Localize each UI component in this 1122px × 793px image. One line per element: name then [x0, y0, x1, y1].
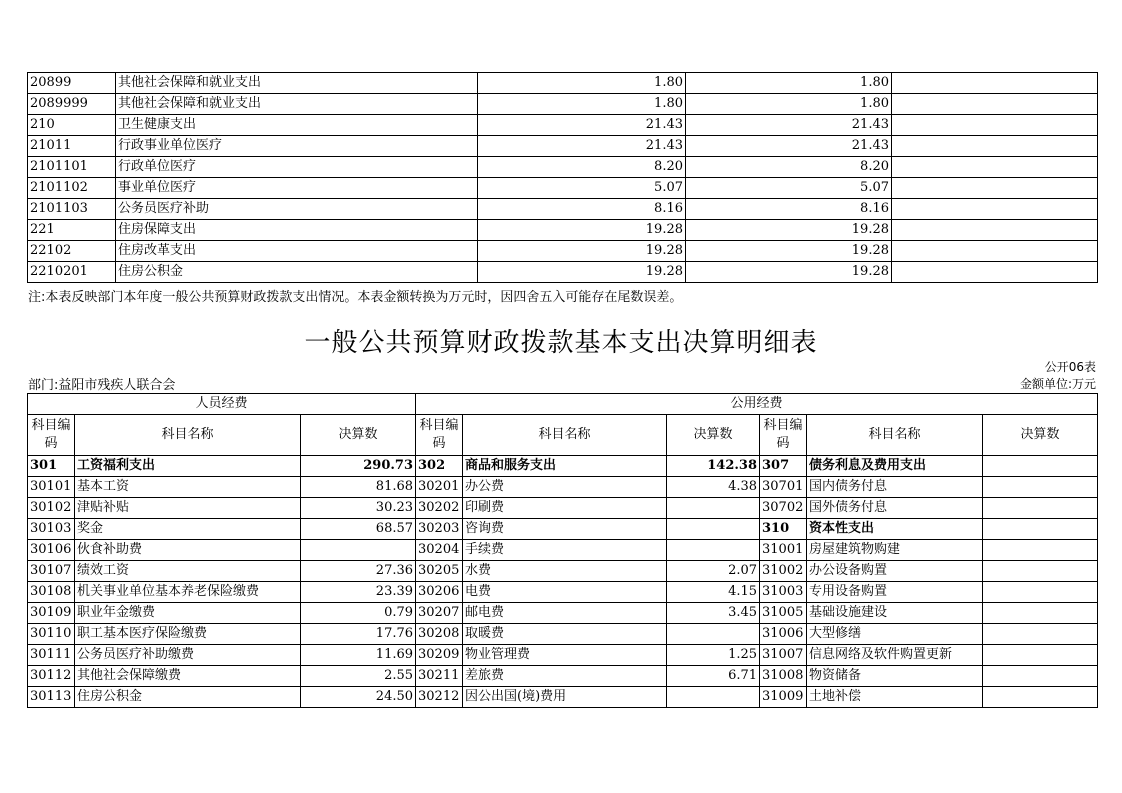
header-subject-name: 科目名称	[75, 415, 301, 456]
final-amount-cell: 1.25	[667, 645, 760, 666]
subject-name-cell: 专用设备购置	[807, 582, 983, 603]
subject-name-cell: 住房保障支出	[116, 220, 478, 241]
table-row	[28, 666, 1098, 687]
subject-code-cell: 30701	[760, 477, 807, 498]
final-amount-cell: 6.71	[667, 666, 760, 687]
subject-code-cell: 30102	[28, 498, 75, 519]
final-amount-cell	[667, 540, 760, 561]
subject-name-cell: 津贴补贴	[75, 498, 301, 519]
table-row	[28, 582, 1098, 603]
subject-code-cell: 30202	[416, 498, 463, 519]
subject-name-cell: 水费	[463, 561, 667, 582]
subject-code-cell: 2101103	[28, 199, 116, 220]
table-row	[28, 73, 1098, 94]
final-amount-cell	[667, 624, 760, 645]
subject-name-cell: 事业单位医疗	[116, 178, 478, 199]
basic-amount-cell: 19.28	[686, 241, 892, 262]
header-final-amount: 决算数	[301, 415, 416, 456]
table-row	[28, 498, 1098, 519]
final-amount-cell	[983, 666, 1098, 687]
final-amount-cell	[667, 498, 760, 519]
header-final-amount: 决算数	[983, 415, 1098, 456]
subject-code-cell: 2101102	[28, 178, 116, 199]
final-amount-cell	[983, 498, 1098, 519]
subject-code-cell: 2089999	[28, 94, 116, 115]
subject-name-cell: 印刷费	[463, 498, 667, 519]
project-amount-cell	[892, 220, 1098, 241]
personnel-expense-group-header: 人员经费	[28, 394, 416, 415]
final-amount-cell: 68.57	[301, 519, 416, 540]
final-amount-cell: 4.38	[667, 477, 760, 498]
subject-name-cell: 其他社会保障缴费	[75, 666, 301, 687]
subject-code-cell: 30106	[28, 540, 75, 561]
subject-code-cell: 30203	[416, 519, 463, 540]
table-row	[28, 178, 1098, 199]
final-amount-cell: 24.50	[301, 687, 416, 708]
subject-name-cell: 电费	[463, 582, 667, 603]
subject-name-cell: 公务员医疗补助	[116, 199, 478, 220]
subject-name-cell: 物业管理费	[463, 645, 667, 666]
subject-code-cell: 30702	[760, 498, 807, 519]
page-title: 一般公共预算财政拨款基本支出决算明细表	[304, 328, 818, 358]
basic-expenditure-detail-table	[27, 393, 1098, 708]
subject-name-cell: 房屋建筑物购建	[807, 540, 983, 561]
subject-code-cell: 30206	[416, 582, 463, 603]
table-row	[28, 157, 1098, 178]
final-amount-cell: 23.39	[301, 582, 416, 603]
subject-code-cell: 30109	[28, 603, 75, 624]
subject-name-cell: 差旅费	[463, 666, 667, 687]
total-amount-cell: 19.28	[478, 220, 686, 241]
subject-code-cell: 30108	[28, 582, 75, 603]
public-expense-group-header: 公用经费	[416, 394, 1098, 415]
subject-code-cell: 31001	[760, 540, 807, 561]
subject-name-cell: 公务员医疗补助缴费	[75, 645, 301, 666]
project-amount-cell	[892, 199, 1098, 220]
subject-name-cell: 基础设施建设	[807, 603, 983, 624]
total-amount-cell: 1.80	[478, 94, 686, 115]
header-final-amount: 决算数	[667, 415, 760, 456]
subject-name-cell: 物资储备	[807, 666, 983, 687]
total-amount-cell: 21.43	[478, 136, 686, 157]
final-amount-cell	[983, 582, 1098, 603]
header-subject-code: 科目编码	[28, 415, 75, 456]
subject-name-cell: 基本工资	[75, 477, 301, 498]
subject-code-cell: 30103	[28, 519, 75, 540]
final-amount-cell: 17.76	[301, 624, 416, 645]
basic-amount-cell: 21.43	[686, 115, 892, 136]
final-amount-cell	[983, 624, 1098, 645]
subject-name-cell: 邮电费	[463, 603, 667, 624]
table-row	[28, 519, 1098, 540]
subject-code-cell: 20899	[28, 73, 116, 94]
subject-name-cell: 工资福利支出	[75, 456, 301, 477]
subject-code-cell: 210	[28, 115, 116, 136]
subject-name-cell: 资本性支出	[807, 519, 983, 540]
final-amount-cell: 27.36	[301, 561, 416, 582]
table-row	[28, 94, 1098, 115]
subject-name-cell: 伙食补助费	[75, 540, 301, 561]
basic-amount-cell: 1.80	[686, 94, 892, 115]
table-row	[28, 687, 1098, 708]
final-amount-cell: 2.55	[301, 666, 416, 687]
subject-code-cell: 30201	[416, 477, 463, 498]
table-row	[28, 115, 1098, 136]
subject-name-cell: 国外债务付息	[807, 498, 983, 519]
table-row	[28, 262, 1098, 283]
subject-code-cell: 307	[760, 456, 807, 477]
final-amount-cell: 3.45	[667, 603, 760, 624]
subject-code-cell: 30208	[416, 624, 463, 645]
subject-code-cell: 31002	[760, 561, 807, 582]
total-amount-cell: 5.07	[478, 178, 686, 199]
subject-name-cell: 土地补偿	[807, 687, 983, 708]
table-row	[28, 220, 1098, 241]
subject-name-cell: 卫生健康支出	[116, 115, 478, 136]
table-row	[28, 136, 1098, 157]
subject-code-cell: 30101	[28, 477, 75, 498]
basic-amount-cell: 5.07	[686, 178, 892, 199]
final-amount-cell: 0.79	[301, 603, 416, 624]
table-row	[28, 477, 1098, 498]
subject-name-cell: 办公费	[463, 477, 667, 498]
total-amount-cell: 21.43	[478, 115, 686, 136]
subject-name-cell: 职工基本医疗保险缴费	[75, 624, 301, 645]
subject-code-cell: 221	[28, 220, 116, 241]
subject-name-cell: 办公设备购置	[807, 561, 983, 582]
subject-name-cell: 商品和服务支出	[463, 456, 667, 477]
final-amount-cell	[983, 477, 1098, 498]
basic-amount-cell: 1.80	[686, 73, 892, 94]
basic-amount-cell: 21.43	[686, 136, 892, 157]
subject-code-cell: 30212	[416, 687, 463, 708]
table-row	[28, 540, 1098, 561]
subject-name-cell: 取暖费	[463, 624, 667, 645]
subject-code-cell: 31009	[760, 687, 807, 708]
subject-name-cell: 咨询费	[463, 519, 667, 540]
table-row	[28, 561, 1098, 582]
final-amount-cell: 2.07	[667, 561, 760, 582]
subject-code-cell: 302	[416, 456, 463, 477]
subject-code-cell: 30113	[28, 687, 75, 708]
subject-code-cell: 301	[28, 456, 75, 477]
subject-code-cell: 30112	[28, 666, 75, 687]
subject-code-cell: 2101101	[28, 157, 116, 178]
subject-name-cell: 行政单位医疗	[116, 157, 478, 178]
final-amount-cell	[667, 519, 760, 540]
upper-expenditure-table	[27, 72, 1098, 283]
table-row	[28, 199, 1098, 220]
subject-code-cell: 31006	[760, 624, 807, 645]
amount-unit-label: 金额单位:万元	[1019, 377, 1096, 391]
subject-code-cell: 30110	[28, 624, 75, 645]
final-amount-cell	[983, 519, 1098, 540]
subject-name-cell: 大型修缮	[807, 624, 983, 645]
subject-code-cell: 2210201	[28, 262, 116, 283]
final-amount-cell	[983, 645, 1098, 666]
project-amount-cell	[892, 157, 1098, 178]
final-amount-cell: 142.38	[667, 456, 760, 477]
total-amount-cell: 19.28	[478, 262, 686, 283]
subject-name-cell: 机关事业单位基本养老保险缴费	[75, 582, 301, 603]
subject-name-cell: 住房公积金	[116, 262, 478, 283]
project-amount-cell	[892, 262, 1098, 283]
final-amount-cell: 81.68	[301, 477, 416, 498]
final-amount-cell	[983, 687, 1098, 708]
final-amount-cell: 30.23	[301, 498, 416, 519]
final-amount-cell	[983, 561, 1098, 582]
subject-code-cell: 31008	[760, 666, 807, 687]
total-amount-cell: 1.80	[478, 73, 686, 94]
subject-code-cell: 31007	[760, 645, 807, 666]
basic-amount-cell: 19.28	[686, 220, 892, 241]
subject-code-cell: 31003	[760, 582, 807, 603]
subject-name-cell: 职业年金缴费	[75, 603, 301, 624]
table-row	[28, 603, 1098, 624]
project-amount-cell	[892, 178, 1098, 199]
header-subject-code: 科目编码	[760, 415, 807, 456]
final-amount-cell	[983, 456, 1098, 477]
subject-code-cell: 30207	[416, 603, 463, 624]
subject-name-cell: 信息网络及软件购置更新	[807, 645, 983, 666]
subject-code-cell: 30209	[416, 645, 463, 666]
subject-name-cell: 因公出国(境)费用	[463, 687, 667, 708]
department-label: 部门:益阳市残疾人联合会	[28, 378, 176, 393]
subject-code-cell: 30205	[416, 561, 463, 582]
project-amount-cell	[892, 115, 1098, 136]
final-amount-cell	[667, 687, 760, 708]
subject-code-cell: 31005	[760, 603, 807, 624]
total-amount-cell: 8.16	[478, 199, 686, 220]
project-amount-cell	[892, 94, 1098, 115]
subject-name-cell: 债务利息及费用支出	[807, 456, 983, 477]
subject-code-cell: 30111	[28, 645, 75, 666]
subject-name-cell: 住房改革支出	[116, 241, 478, 262]
subject-name-cell: 手续费	[463, 540, 667, 561]
total-amount-cell: 19.28	[478, 241, 686, 262]
project-amount-cell	[892, 73, 1098, 94]
header-subject-code: 科目编码	[416, 415, 463, 456]
subject-name-cell: 国内债务付息	[807, 477, 983, 498]
table-row	[28, 241, 1098, 262]
table-row	[28, 645, 1098, 666]
subject-code-cell: 21011	[28, 136, 116, 157]
project-amount-cell	[892, 136, 1098, 157]
subject-name-cell: 其他社会保障和就业支出	[116, 73, 478, 94]
final-amount-cell: 11.69	[301, 645, 416, 666]
basic-amount-cell: 8.20	[686, 157, 892, 178]
table-note: 注:本表反映部门本年度一般公共预算财政拨款支出情况。本表金额转换为万元时，因四舍五入可能存在尾数误差。	[28, 290, 683, 305]
subject-code-cell: 30204	[416, 540, 463, 561]
subject-code-cell: 22102	[28, 241, 116, 262]
subject-name-cell: 其他社会保障和就业支出	[116, 94, 478, 115]
project-amount-cell	[892, 241, 1098, 262]
table-row	[28, 624, 1098, 645]
final-amount-cell	[983, 540, 1098, 561]
subject-code-cell: 30211	[416, 666, 463, 687]
subject-name-cell: 住房公积金	[75, 687, 301, 708]
basic-amount-cell: 8.16	[686, 199, 892, 220]
final-amount-cell	[983, 603, 1098, 624]
final-amount-cell: 4.15	[667, 582, 760, 603]
header-subject-name: 科目名称	[807, 415, 983, 456]
subject-name-cell: 行政事业单位医疗	[116, 136, 478, 157]
subject-code-cell: 310	[760, 519, 807, 540]
total-amount-cell: 8.20	[478, 157, 686, 178]
final-amount-cell	[301, 540, 416, 561]
header-subject-name: 科目名称	[463, 415, 667, 456]
subject-name-cell: 绩效工资	[75, 561, 301, 582]
subject-name-cell: 奖金	[75, 519, 301, 540]
basic-amount-cell: 19.28	[686, 262, 892, 283]
form-number: 公开06表	[1044, 360, 1096, 374]
final-amount-cell: 290.73	[301, 456, 416, 477]
subject-code-cell: 30107	[28, 561, 75, 582]
table-row	[28, 456, 1098, 477]
